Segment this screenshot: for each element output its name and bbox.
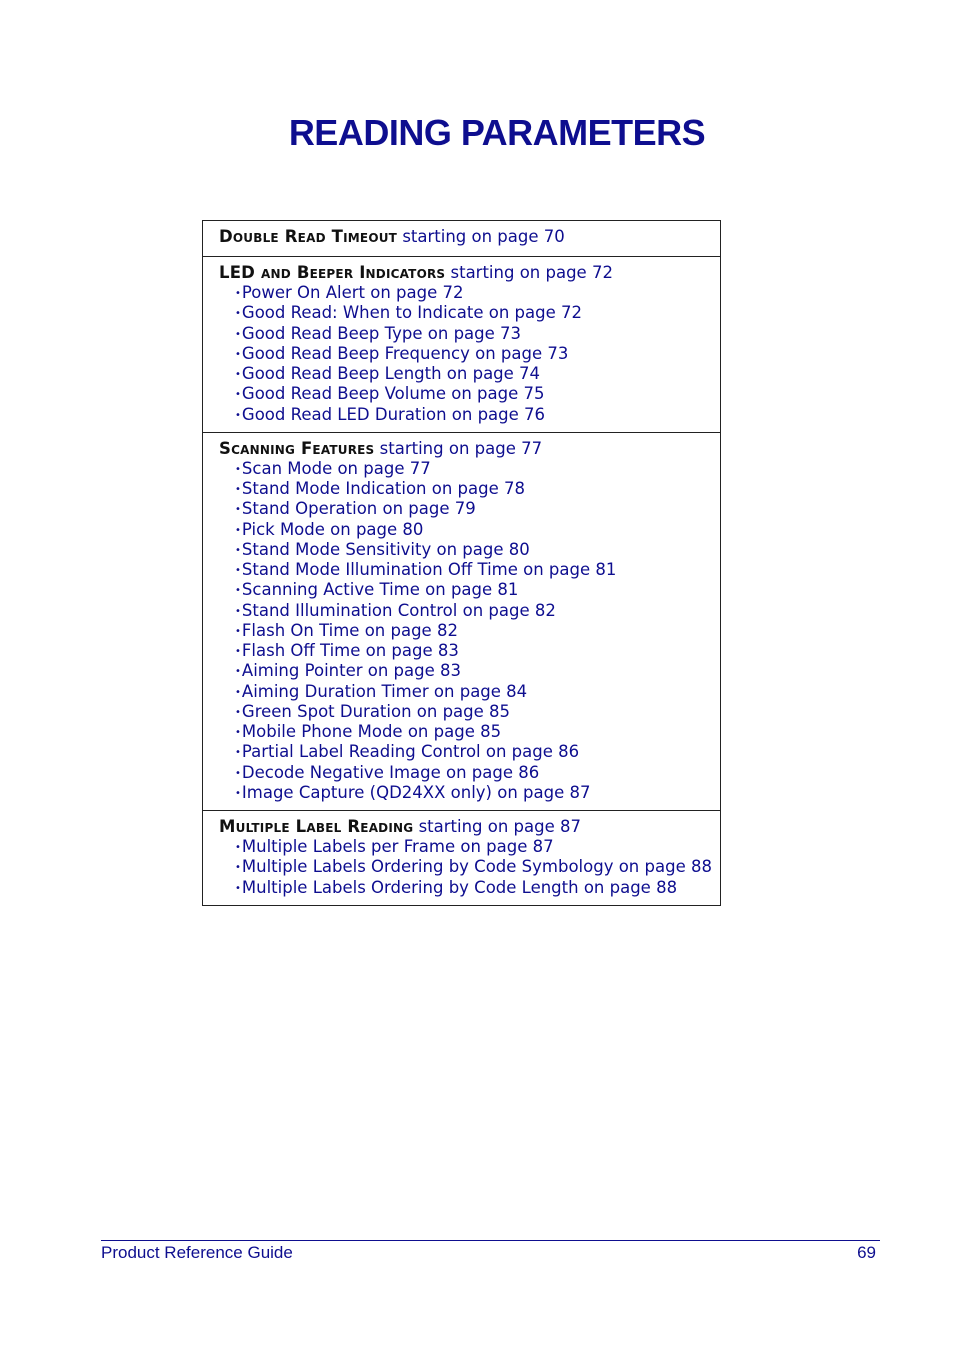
toc-item-link[interactable]: • Decode Negative Image on page 86 [235, 763, 720, 783]
toc-item-list [219, 283, 720, 425]
toc-item-link[interactable]: • Green Spot Duration on page 85 [235, 702, 720, 722]
footer-divider [101, 1240, 880, 1241]
footer-title: Product Reference Guide [101, 1243, 293, 1262]
toc-section-multiple-label-reading [203, 810, 720, 905]
section-heading-link[interactable] [219, 438, 720, 459]
section-name: Multiple Label Reading [219, 817, 414, 836]
toc-item-link[interactable]: • Good Read Beep Length on page 74 [235, 364, 720, 384]
section-page-ref: starting on page 72 [450, 263, 613, 282]
section-page-ref: starting on page 77 [379, 438, 543, 458]
toc-item-link[interactable]: • Multiple Labels per Frame on page 87 [235, 837, 720, 857]
section-heading-link[interactable] [219, 262, 720, 283]
toc-item-link[interactable]: • Flash Off Time on page 83 [235, 641, 720, 661]
toc-item-link[interactable]: • Image Capture (QD24XX only) on page 87 [235, 783, 720, 803]
toc-item-link[interactable]: • Mobile Phone Mode on page 85 [235, 722, 720, 742]
toc-item-list [219, 459, 720, 803]
toc-item-link[interactable]: • Flash On Time on page 82 [235, 621, 720, 641]
toc-item-link[interactable]: • Power On Alert on page 72 [235, 283, 720, 303]
toc-item-link[interactable]: • Good Read Beep Volume on page 75 [235, 384, 720, 404]
footer-page-number: 69 [857, 1243, 876, 1262]
toc-item-link[interactable]: • Aiming Pointer on page 83 [235, 661, 720, 681]
section-page-ref: starting on page 70 [402, 227, 565, 246]
toc-item-link[interactable]: • Multiple Labels Ordering by Code Length on page 88 [235, 878, 720, 898]
toc-item-link[interactable]: • Good Read Beep Frequency on page 73 [235, 344, 720, 364]
toc-item-link[interactable]: • Multiple Labels Ordering by Code Symbology on page 88 [235, 857, 720, 877]
section-heading-link[interactable] [219, 816, 720, 837]
section-heading-link[interactable] [219, 226, 720, 247]
section-name: Double Read Timeout [219, 227, 398, 246]
toc-section-led-beeper-indicators [203, 256, 720, 432]
page-title: READING PARAMETERS [288, 112, 706, 153]
toc-item-link[interactable]: • Good Read Beep Type on page 73 [235, 324, 720, 344]
toc-section-scanning-features [203, 432, 720, 810]
toc-item-link[interactable]: • Stand Mode Sensitivity on page 80 [235, 540, 720, 560]
section-name: Scanning Features [219, 438, 375, 458]
toc-item-link[interactable]: • Scanning Active Time on page 81 [235, 580, 720, 600]
section-name: LED and Beeper Indicators [219, 263, 446, 282]
toc-item-link[interactable]: • Good Read LED Duration on page 76 [235, 405, 720, 425]
table-of-contents [202, 220, 721, 906]
toc-item-link[interactable]: • Aiming Duration Timer on page 84 [235, 682, 720, 702]
toc-item-link[interactable]: • Stand Mode Indication on page 78 [235, 479, 720, 499]
toc-section-double-read-timeout [203, 221, 720, 256]
toc-item-link[interactable]: • Stand Illumination Control on page 82 [235, 601, 720, 621]
toc-item-link[interactable]: • Stand Operation on page 79 [235, 499, 720, 519]
toc-item-link[interactable]: • Pick Mode on page 80 [235, 520, 720, 540]
toc-item-link[interactable]: • Good Read: When to Indicate on page 72 [235, 303, 720, 323]
toc-item-link[interactable]: • Scan Mode on page 77 [235, 459, 720, 479]
toc-item-list [219, 837, 720, 898]
toc-item-link[interactable]: • Partial Label Reading Control on page 86 [235, 742, 720, 762]
section-page-ref: starting on page 87 [418, 817, 582, 836]
toc-item-link[interactable]: • Stand Mode Illumination Off Time on page 81 [235, 560, 720, 580]
